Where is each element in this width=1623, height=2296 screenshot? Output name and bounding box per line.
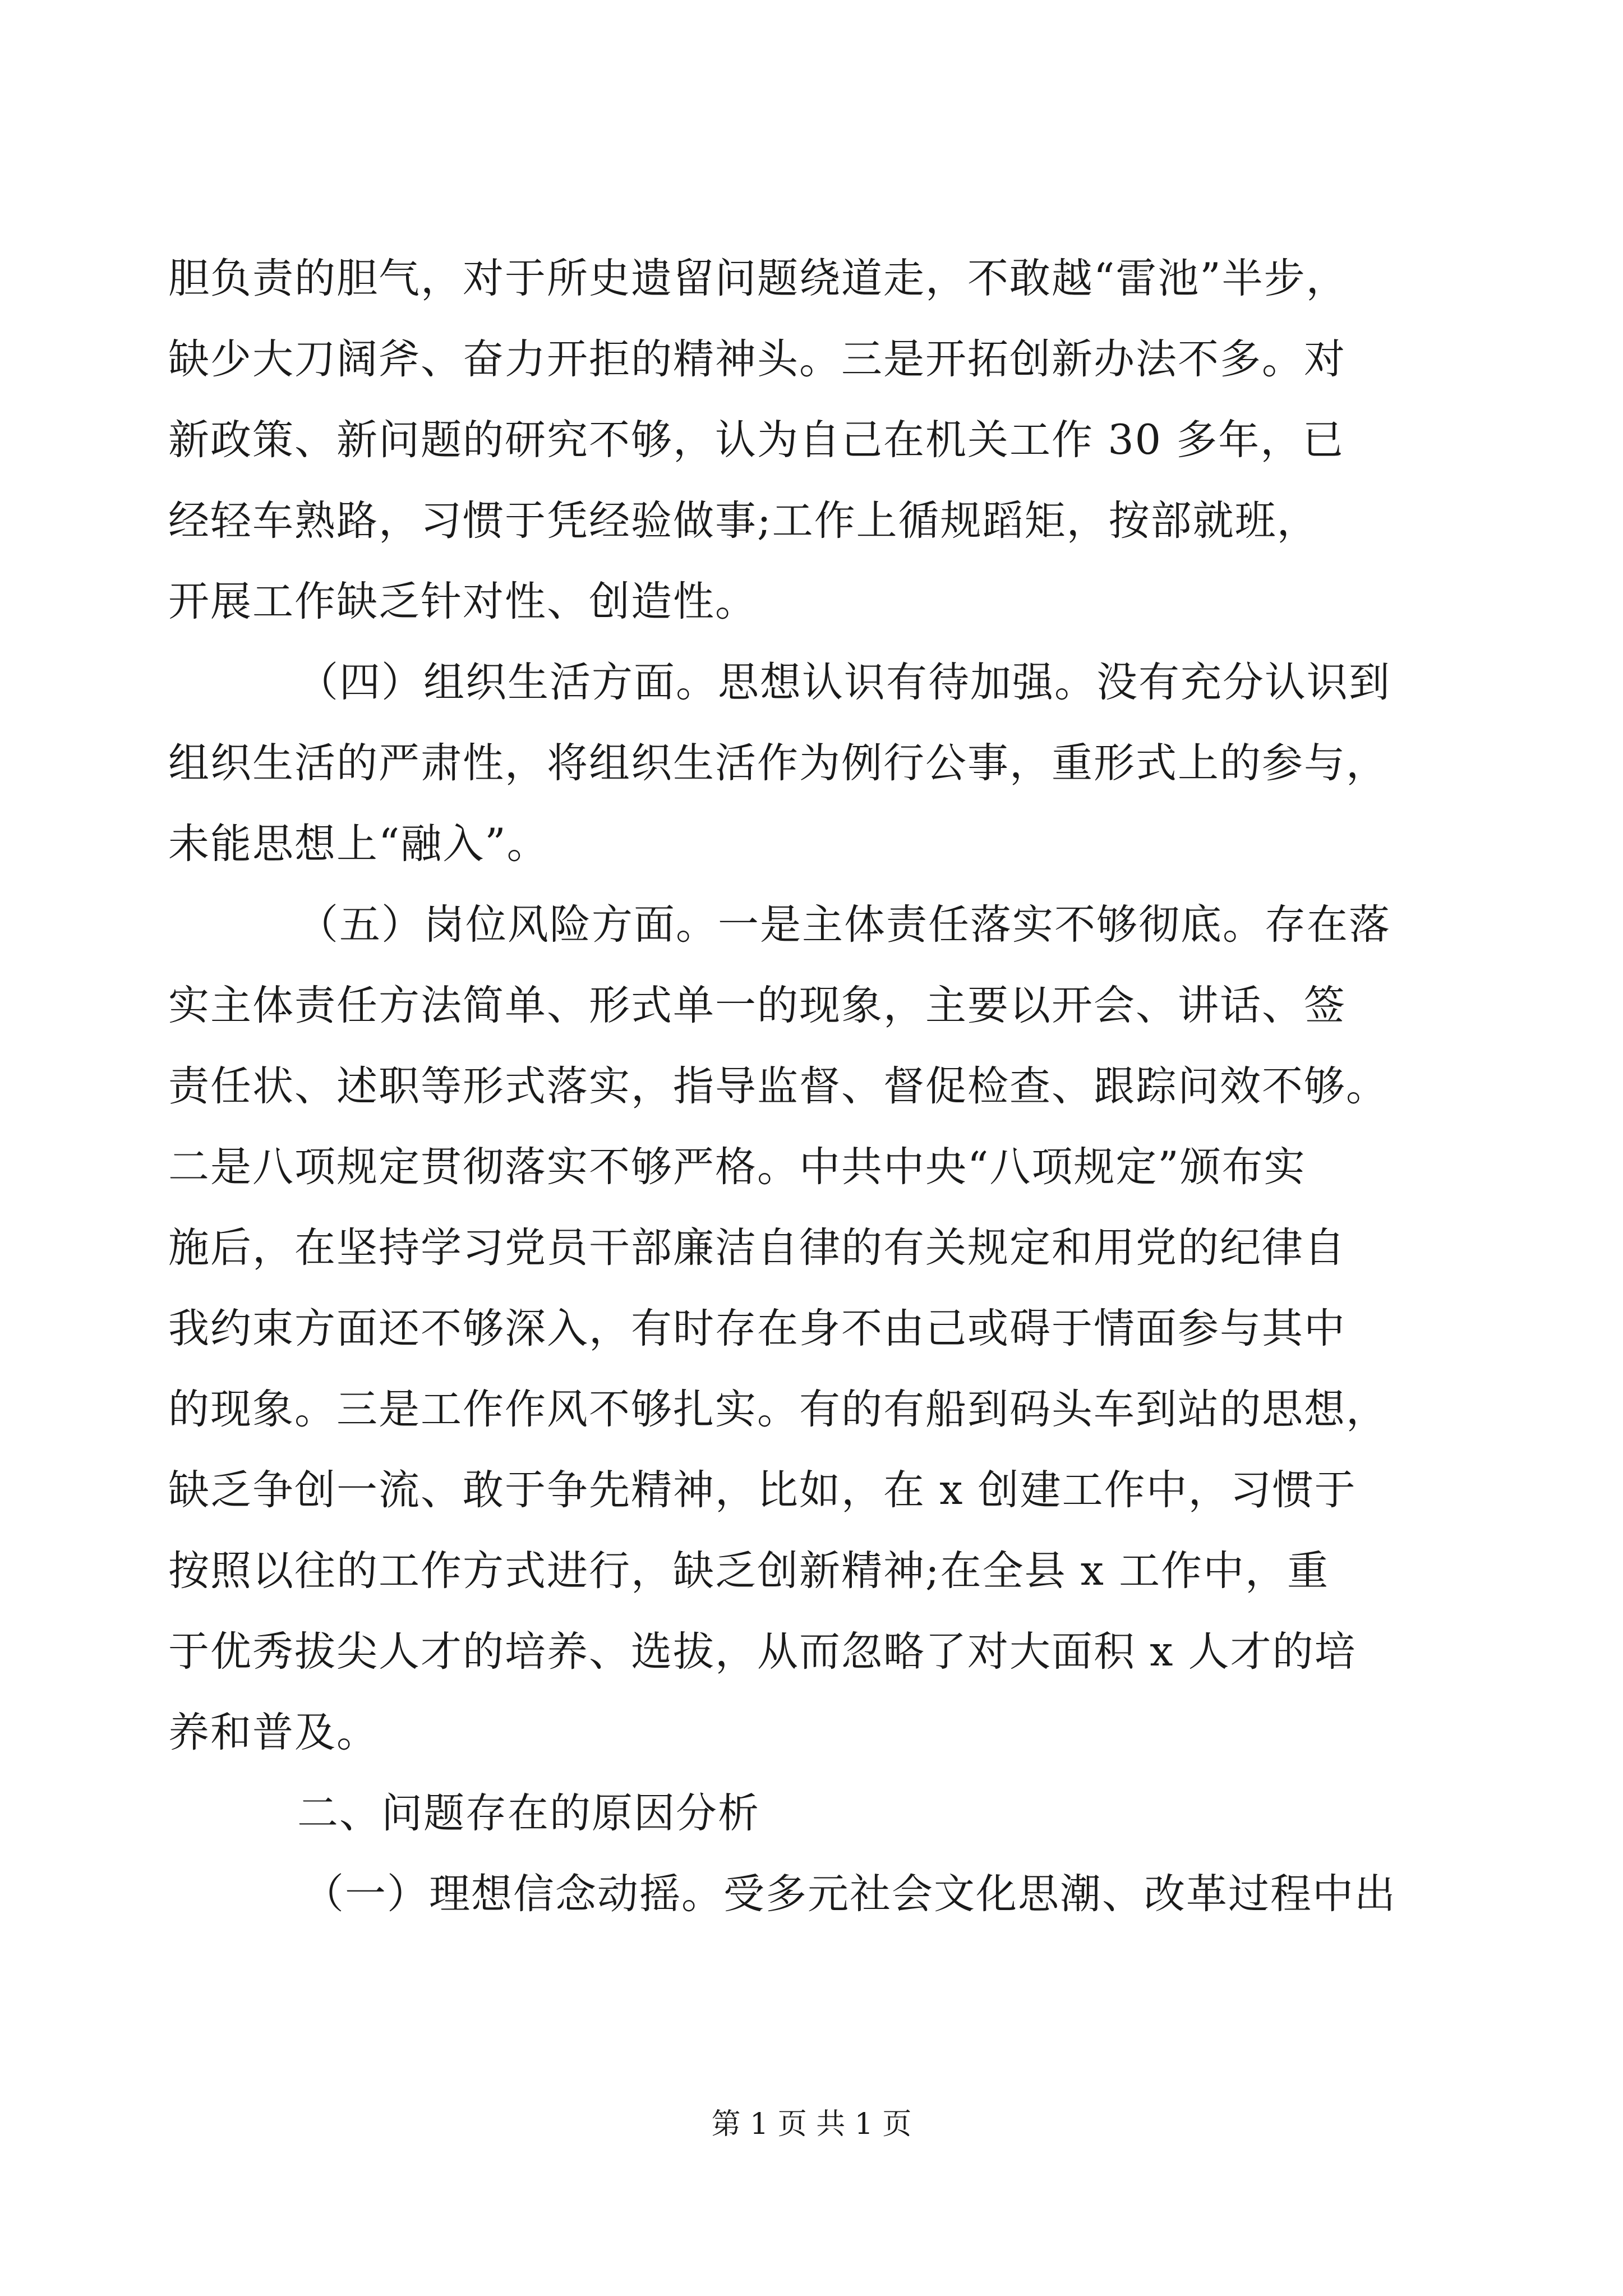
- text-line: 未能思想上“融入”。: [168, 820, 549, 868]
- text-line: 经轻车熟路，习惯于凭经验做事;工作上循规蹈矩，按部就班，: [168, 497, 1319, 545]
- text-line: 养和普及。: [168, 1709, 379, 1756]
- text-line: 二是八项规定贯彻落实不够严格。中共中央“八项规定”颁布实: [168, 1143, 1306, 1191]
- section-heading-4: （四）组织生活方面。思想认识有待加强。没有充分认识到: [297, 659, 1391, 706]
- text-line: 责任状、述职等形式落实，指导监督、督促检查、跟踪问效不够。: [168, 1062, 1388, 1110]
- text-line: 按照以往的工作方式进行，缺乏创新精神;在全县 x 工作中，重: [168, 1547, 1330, 1595]
- text-line: 开展工作缺乏针对性、创造性。: [168, 578, 757, 625]
- section-heading-2: 二、问题存在的原因分析: [297, 1789, 760, 1837]
- section-heading-5: （五）岗位风险方面。一是主体责任落实不够彻底。存在落: [297, 901, 1391, 949]
- text-line: 的现象。三是工作作风不够扎实。有的有船到码头车到站的思想，: [168, 1386, 1388, 1433]
- text-line: 实主体责任方法简单、形式单一的现象，主要以开会、讲话、签: [168, 982, 1346, 1029]
- text-line: 新政策、新问题的研究不够，认为自己在机关工作 30 多年，已: [168, 416, 1345, 464]
- text-line: 于优秀拔尖人才的培养、选拔，从而忽略了对大面积 x 人才的培: [168, 1628, 1357, 1676]
- subsection-heading-1: （一）理想信念动摇。受多元社会文化思潮、改革过程中出: [303, 1870, 1396, 1918]
- text-line: 缺乏争创一流、敢于争先精神，比如，在 x 创建工作中，习惯于: [168, 1466, 1357, 1514]
- text-line: 施后，在坚持学习党员干部廉洁自律的有关规定和用党的纪律自: [168, 1224, 1346, 1272]
- text-line: 我约束方面还不够深入，有时存在身不由己或碍于情面参与其中: [168, 1305, 1346, 1352]
- page-number-footer: 第 1 页 共 1 页: [711, 2108, 912, 2141]
- text-line: 组织生活的严肃性，将组织生活作为例行公事，重形式上的参与，: [168, 739, 1388, 787]
- text-line: 缺少大刀阔斧、奋力开拒的精神头。三是开拓创新办法不多。对: [168, 335, 1346, 383]
- text-line: 胆负责的胆气，对于所史遗留问题绕道走，不敢越“雷池”半步，: [168, 255, 1348, 302]
